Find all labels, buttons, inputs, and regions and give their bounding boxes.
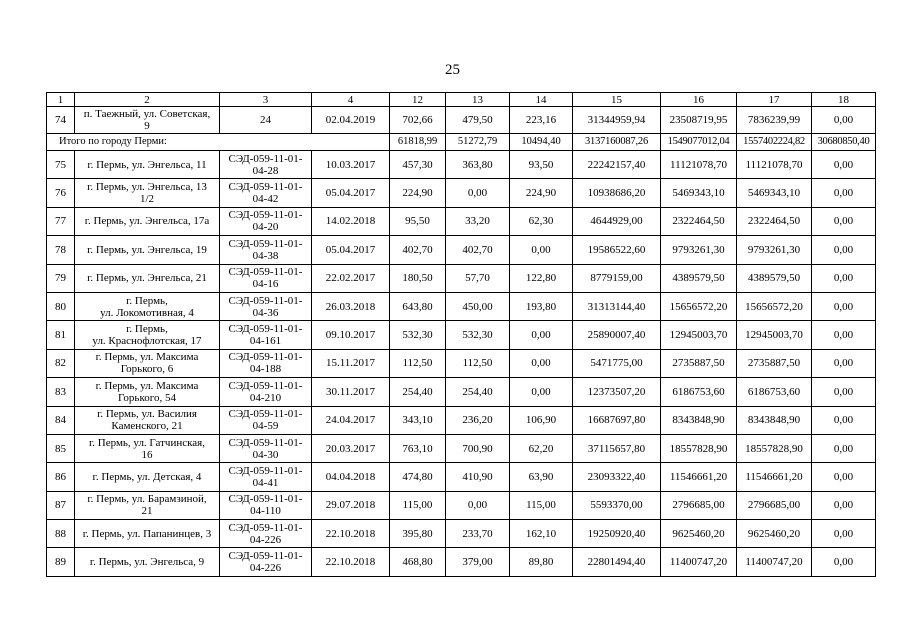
value-cell: 62,20	[510, 434, 573, 462]
value-cell: 180,50	[390, 264, 446, 292]
address-line: 1/2	[139, 193, 155, 206]
value-cell: 22242157,40	[573, 151, 661, 179]
document-cell	[220, 179, 312, 207]
address-cell	[75, 321, 220, 349]
address-cell	[75, 151, 220, 179]
address-cell	[75, 179, 220, 207]
value-cell: 2322464,50	[737, 207, 812, 235]
table-row	[47, 236, 876, 264]
table-row	[47, 107, 876, 134]
value-cell: 0,00	[812, 463, 876, 491]
date-cell: 26.03.2018	[312, 292, 390, 320]
value-cell: 11546661,20	[661, 463, 737, 491]
total-row	[47, 134, 876, 151]
value-cell: 0,00	[812, 179, 876, 207]
value-cell: 410,90	[446, 463, 510, 491]
date-cell: 15.11.2017	[312, 349, 390, 377]
value-cell: 12373507,20	[573, 378, 661, 406]
value-cell: 0,00	[510, 321, 573, 349]
document-cell	[220, 236, 312, 264]
document-line: СЭД-059-11-01-	[228, 464, 303, 477]
document-line: 04-210	[249, 391, 282, 404]
value-cell: 223,16	[510, 107, 573, 134]
total-value: 3137160087,26	[573, 134, 661, 151]
value-cell: 0,00	[446, 491, 510, 519]
table-row	[47, 548, 876, 576]
table-row	[47, 491, 876, 519]
value-cell: 343,10	[390, 406, 446, 434]
table-row	[47, 378, 876, 406]
document-line: СЭД-059-11-01-	[228, 493, 303, 506]
value-cell: 468,80	[390, 548, 446, 576]
table-header-row	[47, 93, 876, 107]
value-cell: 122,80	[510, 264, 573, 292]
document-cell	[220, 207, 312, 235]
value-cell: 2796685,00	[661, 491, 737, 519]
value-cell: 479,50	[446, 107, 510, 134]
date-cell: 09.10.2017	[312, 321, 390, 349]
row-number: 78	[47, 236, 75, 264]
value-cell: 9793261,30	[661, 236, 737, 264]
document-line: СЭД-059-11-01-	[228, 323, 303, 336]
address-cell	[75, 463, 220, 491]
value-cell: 31313144,40	[573, 292, 661, 320]
value-cell: 18557828,90	[661, 434, 737, 462]
address-line: 16	[141, 448, 153, 461]
column-header: 18	[812, 93, 876, 107]
total-value: 1557402224,82	[737, 134, 812, 151]
table-row	[47, 151, 876, 179]
value-cell: 31344959,94	[573, 107, 661, 134]
value-cell: 0,00	[812, 349, 876, 377]
value-cell: 532,30	[446, 321, 510, 349]
document-cell	[220, 321, 312, 349]
value-cell: 379,00	[446, 548, 510, 576]
value-cell: 25890007,40	[573, 321, 661, 349]
value-cell: 8343848,90	[661, 406, 737, 434]
value-cell: 62,30	[510, 207, 573, 235]
address-line: п. Таежный, ул. Советская,	[83, 108, 211, 120]
value-cell: 5469343,10	[661, 179, 737, 207]
value-cell: 5469343,10	[737, 179, 812, 207]
address-cell	[75, 107, 220, 134]
value-cell: 0,00	[446, 179, 510, 207]
value-cell: 0,00	[812, 548, 876, 576]
address-line: г. Пермь, ул. Энгельса, 21	[87, 272, 207, 285]
value-cell: 19586522,60	[573, 236, 661, 264]
document-line: СЭД-059-11-01-	[228, 237, 303, 250]
address-line: г. Пермь, ул. Папанинцев, 3	[82, 527, 212, 540]
value-cell: 0,00	[510, 378, 573, 406]
column-header: 1	[47, 93, 75, 107]
document-line: 04-226	[249, 533, 282, 546]
address-cell	[75, 349, 220, 377]
column-header: 14	[510, 93, 573, 107]
value-cell: 18557828,90	[737, 434, 812, 462]
document-line: СЭД-059-11-01-	[228, 351, 303, 364]
document-line: 04-36	[252, 306, 279, 319]
value-cell: 93,50	[510, 151, 573, 179]
address-line: Горького, 54	[118, 391, 176, 404]
address-line: г. Пермь, ул. Гатчинская,	[89, 436, 205, 449]
column-header: 13	[446, 93, 510, 107]
value-cell: 700,90	[446, 434, 510, 462]
document-cell	[220, 349, 312, 377]
value-cell: 0,00	[812, 151, 876, 179]
row-number: 75	[47, 151, 75, 179]
value-cell: 4389579,50	[737, 264, 812, 292]
date-cell: 05.04.2017	[312, 179, 390, 207]
value-cell: 16687697,80	[573, 406, 661, 434]
value-cell: 6186753,60	[661, 378, 737, 406]
value-cell: 643,80	[390, 292, 446, 320]
address-cell	[75, 520, 220, 548]
value-cell: 95,50	[390, 207, 446, 235]
table-row	[47, 321, 876, 349]
document-line: 04-226	[249, 562, 282, 575]
date-cell: 22.02.2017	[312, 264, 390, 292]
row-number: 89	[47, 548, 75, 576]
date-cell: 05.04.2017	[312, 236, 390, 264]
date-cell: 14.02.2018	[312, 207, 390, 235]
value-cell: 0,00	[812, 434, 876, 462]
row-number: 88	[47, 520, 75, 548]
value-cell: 23508719,95	[661, 107, 737, 134]
address-cell	[75, 548, 220, 576]
table-row	[47, 292, 876, 320]
page-number: 25	[445, 62, 460, 78]
row-number: 77	[47, 207, 75, 235]
value-cell: 2796685,00	[737, 491, 812, 519]
value-cell: 224,90	[510, 179, 573, 207]
document-line: 04-59	[252, 420, 279, 433]
address-line: г. Пермь, ул. Энгельса, 17а	[84, 215, 210, 228]
document-line: 04-110	[250, 505, 281, 518]
value-cell: 254,40	[390, 378, 446, 406]
document-line: 04-20	[252, 221, 279, 234]
row-number: 83	[47, 378, 75, 406]
total-value: 10494,40	[510, 134, 573, 151]
value-cell: 10938686,20	[573, 179, 661, 207]
document-line: СЭД-059-11-01-	[228, 550, 303, 563]
value-cell: 2735887,50	[661, 349, 737, 377]
value-cell: 7836239,99	[737, 107, 812, 134]
date-cell: 04.04.2018	[312, 463, 390, 491]
date-cell: 22.10.2018	[312, 520, 390, 548]
value-cell: 2735887,50	[737, 349, 812, 377]
value-cell: 193,80	[510, 292, 573, 320]
address-line: г. Пермь, ул. Энгельса, 19	[87, 243, 207, 256]
value-cell: 0,00	[812, 236, 876, 264]
row-number: 76	[47, 179, 75, 207]
value-cell: 763,10	[390, 434, 446, 462]
value-cell: 450,00	[446, 292, 510, 320]
row-number: 81	[47, 321, 75, 349]
column-header: 17	[737, 93, 812, 107]
address-line: г. Пермь,	[126, 323, 168, 336]
document-cell	[220, 378, 312, 406]
value-cell: 5593370,00	[573, 491, 661, 519]
document-cell	[220, 548, 312, 576]
document-line: СЭД-059-11-01-	[228, 152, 303, 165]
document-line: 04-41	[252, 476, 279, 489]
value-cell: 402,70	[446, 236, 510, 264]
document-cell	[220, 406, 312, 434]
value-cell: 532,30	[390, 321, 446, 349]
document-line: СЭД-059-11-01-	[228, 181, 303, 194]
value-cell: 12945003,70	[661, 321, 737, 349]
value-cell: 15656572,20	[661, 292, 737, 320]
column-header: 15	[573, 93, 661, 107]
value-cell: 11121078,70	[737, 151, 812, 179]
value-cell: 8779159,00	[573, 264, 661, 292]
table-row	[47, 349, 876, 377]
value-cell: 0,00	[812, 520, 876, 548]
value-cell: 106,90	[510, 406, 573, 434]
value-cell: 23093322,40	[573, 463, 661, 491]
table-row	[47, 520, 876, 548]
total-value: 51272,79	[446, 134, 510, 151]
date-cell: 02.04.2019	[312, 107, 390, 134]
value-cell: 2322464,50	[661, 207, 737, 235]
value-cell: 0,00	[510, 236, 573, 264]
document-line: 04-42	[252, 193, 279, 206]
value-cell: 5471775,00	[573, 349, 661, 377]
table-row	[47, 463, 876, 491]
table-row	[47, 207, 876, 235]
address-cell	[75, 378, 220, 406]
value-cell: 233,70	[446, 520, 510, 548]
row-number: 79	[47, 264, 75, 292]
value-cell: 0,00	[812, 491, 876, 519]
row-number: 74	[47, 107, 75, 134]
address-cell	[75, 491, 220, 519]
value-cell: 236,20	[446, 406, 510, 434]
address-line: г. Пермь, ул. Энгельса, 9	[89, 556, 205, 569]
value-cell: 9625460,20	[737, 520, 812, 548]
document-line: 04-16	[252, 278, 279, 291]
document-cell	[220, 463, 312, 491]
date-cell: 29.07.2018	[312, 491, 390, 519]
address-cell	[75, 292, 220, 320]
value-cell: 4389579,50	[661, 264, 737, 292]
value-cell: 89,80	[510, 548, 573, 576]
document-line: СЭД-059-11-01-	[228, 294, 303, 307]
document-line: СЭД-059-11-01-	[228, 408, 303, 421]
value-cell: 9625460,20	[661, 520, 737, 548]
value-cell: 0,00	[812, 406, 876, 434]
column-header: 4	[312, 93, 390, 107]
address-line: 21	[141, 505, 153, 518]
address-line: ул. Краснофлотская, 17	[92, 335, 202, 348]
address-line: 9	[144, 120, 150, 132]
value-cell: 112,50	[446, 349, 510, 377]
document-line: СЭД-059-11-01-	[228, 266, 303, 279]
total-value: 61818,99	[390, 134, 446, 151]
document-cell	[220, 520, 312, 548]
value-cell: 115,00	[390, 491, 446, 519]
value-cell: 63,90	[510, 463, 573, 491]
document-line: СЭД-059-11-01-	[228, 379, 303, 392]
address-line: Горького, 6	[120, 363, 174, 376]
row-number: 80	[47, 292, 75, 320]
address-line: г. Пермь, ул. Детская, 4	[92, 470, 202, 483]
address-line: г. Пермь, ул. Василия	[97, 408, 197, 421]
address-line: г. Пермь, ул. Барамзиной,	[87, 493, 207, 506]
row-number: 85	[47, 434, 75, 462]
row-number: 86	[47, 463, 75, 491]
table-row	[47, 406, 876, 434]
address-line: г. Пермь,	[126, 294, 168, 307]
document-line: 04-38	[252, 249, 279, 262]
address-cell	[75, 434, 220, 462]
table-row	[47, 434, 876, 462]
value-cell: 0,00	[812, 107, 876, 134]
value-cell: 112,50	[390, 349, 446, 377]
address-cell	[75, 406, 220, 434]
value-cell: 0,00	[812, 321, 876, 349]
document-line: СЭД-059-11-01-	[228, 521, 303, 534]
value-cell: 4644929,00	[573, 207, 661, 235]
date-cell: 10.03.2017	[312, 151, 390, 179]
document-cell	[220, 151, 312, 179]
value-cell: 115,00	[510, 491, 573, 519]
value-cell: 33,20	[446, 207, 510, 235]
value-cell: 224,90	[390, 179, 446, 207]
address-cell	[75, 236, 220, 264]
value-cell: 457,30	[390, 151, 446, 179]
document-cell	[220, 491, 312, 519]
address-cell	[75, 264, 220, 292]
address-line: Каменского, 21	[111, 420, 183, 433]
address-cell	[75, 207, 220, 235]
address-line: г. Пермь, ул. Максима	[95, 379, 199, 392]
document-cell	[220, 264, 312, 292]
document-line: 04-30	[252, 448, 279, 461]
value-cell: 0,00	[510, 349, 573, 377]
table-row	[47, 264, 876, 292]
document-line: 04-161	[249, 335, 282, 348]
row-number: 87	[47, 491, 75, 519]
document-cell	[220, 434, 312, 462]
date-cell: 22.10.2018	[312, 548, 390, 576]
total-value: 1549077012,04	[661, 134, 737, 151]
data-table	[46, 92, 876, 577]
date-cell: 20.03.2017	[312, 434, 390, 462]
value-cell: 474,80	[390, 463, 446, 491]
value-cell: 19250920,40	[573, 520, 661, 548]
value-cell: 702,66	[390, 107, 446, 134]
value-cell: 363,80	[446, 151, 510, 179]
total-label: Итого по городу Перми:	[47, 134, 390, 151]
value-cell: 6186753,60	[737, 378, 812, 406]
row-number: 82	[47, 349, 75, 377]
table-row	[47, 179, 876, 207]
total-value: 30680850,40	[812, 134, 876, 151]
row-number: 84	[47, 406, 75, 434]
document-line: СЭД-059-11-01-	[228, 209, 303, 222]
column-header: 2	[75, 93, 220, 107]
address-line: ул. Локомотивная, 4	[100, 306, 194, 319]
value-cell: 11546661,20	[737, 463, 812, 491]
value-cell: 254,40	[446, 378, 510, 406]
value-cell: 0,00	[812, 292, 876, 320]
value-cell: 15656572,20	[737, 292, 812, 320]
document-line: СЭД-059-11-01-	[228, 436, 303, 449]
document-line: 04-188	[249, 363, 282, 376]
value-cell: 37115657,80	[573, 434, 661, 462]
value-cell: 0,00	[812, 378, 876, 406]
column-header: 16	[661, 93, 737, 107]
date-cell: 30.11.2017	[312, 378, 390, 406]
value-cell: 9793261,30	[737, 236, 812, 264]
address-line: г. Пермь, ул. Энгельса, 13	[87, 181, 207, 194]
value-cell: 11121078,70	[661, 151, 737, 179]
value-cell: 12945003,70	[737, 321, 812, 349]
value-cell: 0,00	[812, 207, 876, 235]
column-header: 12	[390, 93, 446, 107]
address-line: г. Пермь, ул. Энгельса, 11	[87, 158, 207, 171]
value-cell: 395,80	[390, 520, 446, 548]
value-cell: 11400747,20	[661, 548, 737, 576]
document-cell: 24	[220, 107, 312, 134]
value-cell: 11400747,20	[737, 548, 812, 576]
value-cell: 402,70	[390, 236, 446, 264]
value-cell: 162,10	[510, 520, 573, 548]
value-cell: 57,70	[446, 264, 510, 292]
value-cell: 22801494,40	[573, 548, 661, 576]
document-cell	[220, 292, 312, 320]
document-line: 04-28	[252, 164, 279, 177]
value-cell: 0,00	[812, 264, 876, 292]
column-header: 3	[220, 93, 312, 107]
date-cell: 24.04.2017	[312, 406, 390, 434]
address-line: г. Пермь, ул. Максима	[95, 351, 199, 364]
value-cell: 8343848,90	[737, 406, 812, 434]
